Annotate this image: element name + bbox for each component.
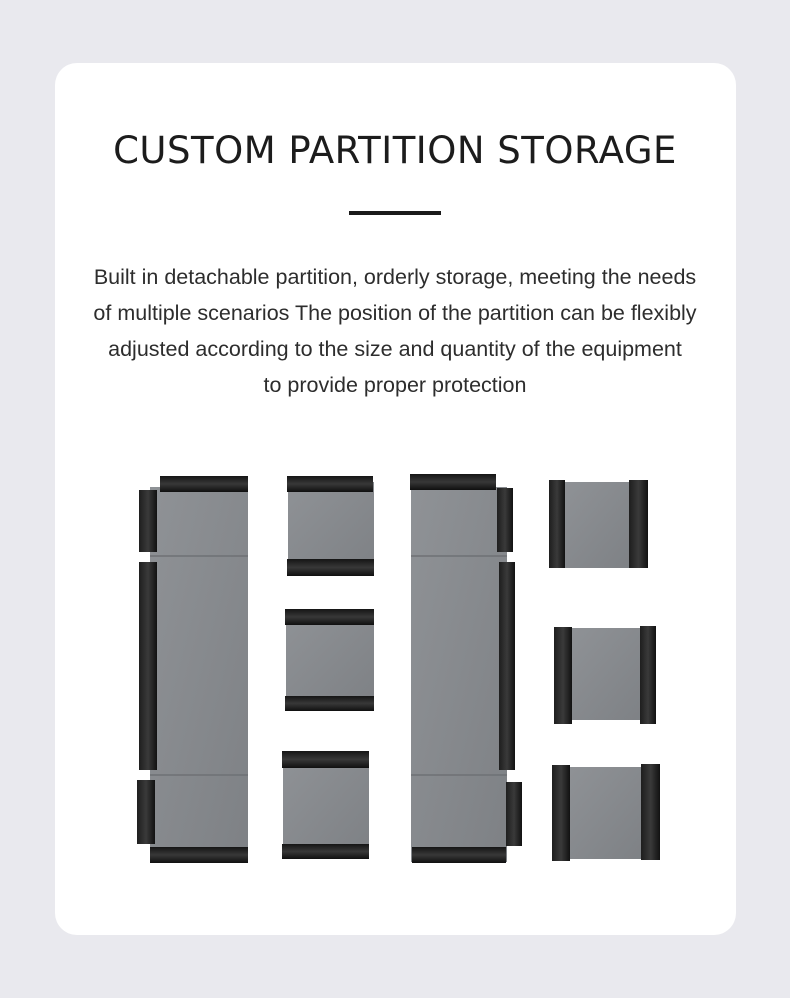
partition-dividers-image [120,462,680,872]
side-divider-2 [554,626,656,724]
title-divider [349,211,441,215]
side-divider-3 [552,764,660,861]
small-divider-1 [287,476,374,576]
description-text [60,259,730,403]
long-divider-left [137,476,248,863]
small-divider-3 [282,751,369,859]
description-line: of multiple scenarios The position of the partition can be flexibly [93,301,697,325]
description-line: Built in detachable partition, orderly storage, meeting the needs [93,265,697,289]
description-line: adjusted according to the size and quantity of the equipment [108,337,682,361]
side-divider-1 [549,480,648,568]
description-line: to provide proper protection [263,373,527,397]
page-title: CUSTOM PARTITION STORAGE [113,129,677,172]
long-divider-right [410,474,522,863]
small-divider-2 [285,609,374,711]
